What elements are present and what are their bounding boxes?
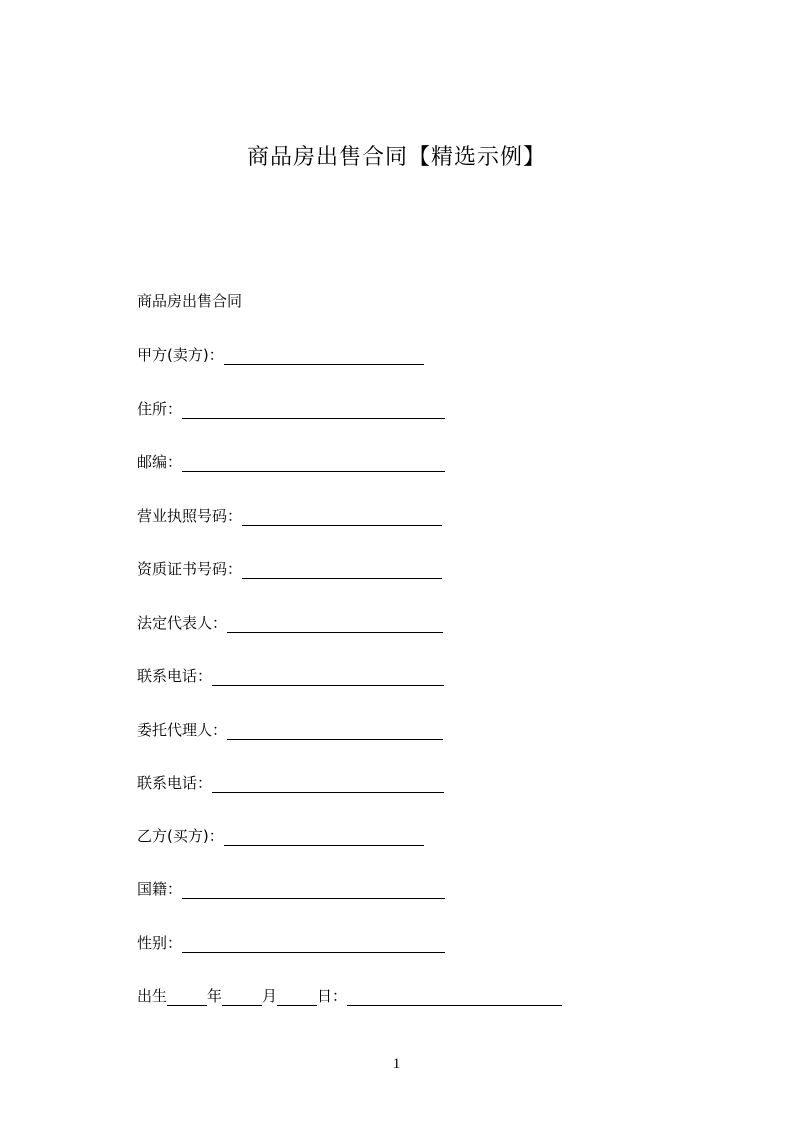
seller-phone-field	[137, 665, 444, 685]
gender-label: 性别：	[137, 934, 183, 952]
postcode-label: 邮编：	[137, 453, 183, 471]
agent-label: 委托代理人：	[137, 721, 228, 739]
agent-phone-blank	[212, 777, 444, 793]
seller-phone-label: 联系电话：	[137, 667, 213, 685]
buyer-label: 乙方(买方)：	[137, 827, 224, 845]
birth-month-label: 月	[262, 987, 278, 1005]
postcode-blank	[182, 456, 445, 472]
business-license-field	[137, 505, 442, 525]
seller-field	[137, 344, 424, 364]
birth-day-blank	[277, 990, 317, 1006]
agent-field	[137, 719, 443, 739]
birth-prefix: 出生	[137, 987, 168, 1005]
seller-phone-blank	[212, 670, 444, 686]
seller-blank	[224, 349, 424, 365]
agent-phone-label: 联系电话：	[137, 774, 213, 792]
legal-rep-blank	[227, 617, 443, 633]
contract-subtitle: 商品房出售合同	[137, 292, 243, 310]
qualification-field	[137, 558, 442, 578]
legal-rep-label: 法定代表人：	[137, 614, 228, 632]
nationality-label: 国籍：	[137, 880, 183, 898]
seller-label: 甲方(卖方)：	[137, 346, 224, 364]
buyer-blank	[224, 830, 424, 846]
gender-blank	[182, 937, 445, 953]
address-label: 住所：	[137, 400, 183, 418]
postcode-field	[137, 451, 445, 471]
agent-blank	[227, 724, 443, 740]
birth-year-label: 年	[207, 987, 223, 1005]
document-title: 商品房出售合同【精选示例】	[246, 145, 546, 170]
birth-extra-blank	[347, 990, 562, 1006]
legal-rep-field	[137, 612, 443, 632]
birth-field	[137, 985, 562, 1005]
business-license-label: 营业执照号码：	[137, 507, 243, 525]
qualification-label: 资质证书号码：	[137, 560, 243, 578]
birth-year-blank	[167, 990, 207, 1006]
buyer-field	[137, 825, 424, 845]
nationality-blank	[182, 883, 445, 899]
qualification-blank	[242, 563, 442, 579]
birth-month-blank	[222, 990, 262, 1006]
gender-field	[137, 932, 445, 952]
nationality-field	[137, 878, 445, 898]
agent-phone-field	[137, 772, 444, 792]
address-blank	[182, 403, 445, 419]
birth-day-label: 日：	[317, 987, 348, 1005]
page-number: 1	[392, 1056, 401, 1072]
address-field	[137, 398, 445, 418]
business-license-blank	[242, 510, 442, 526]
